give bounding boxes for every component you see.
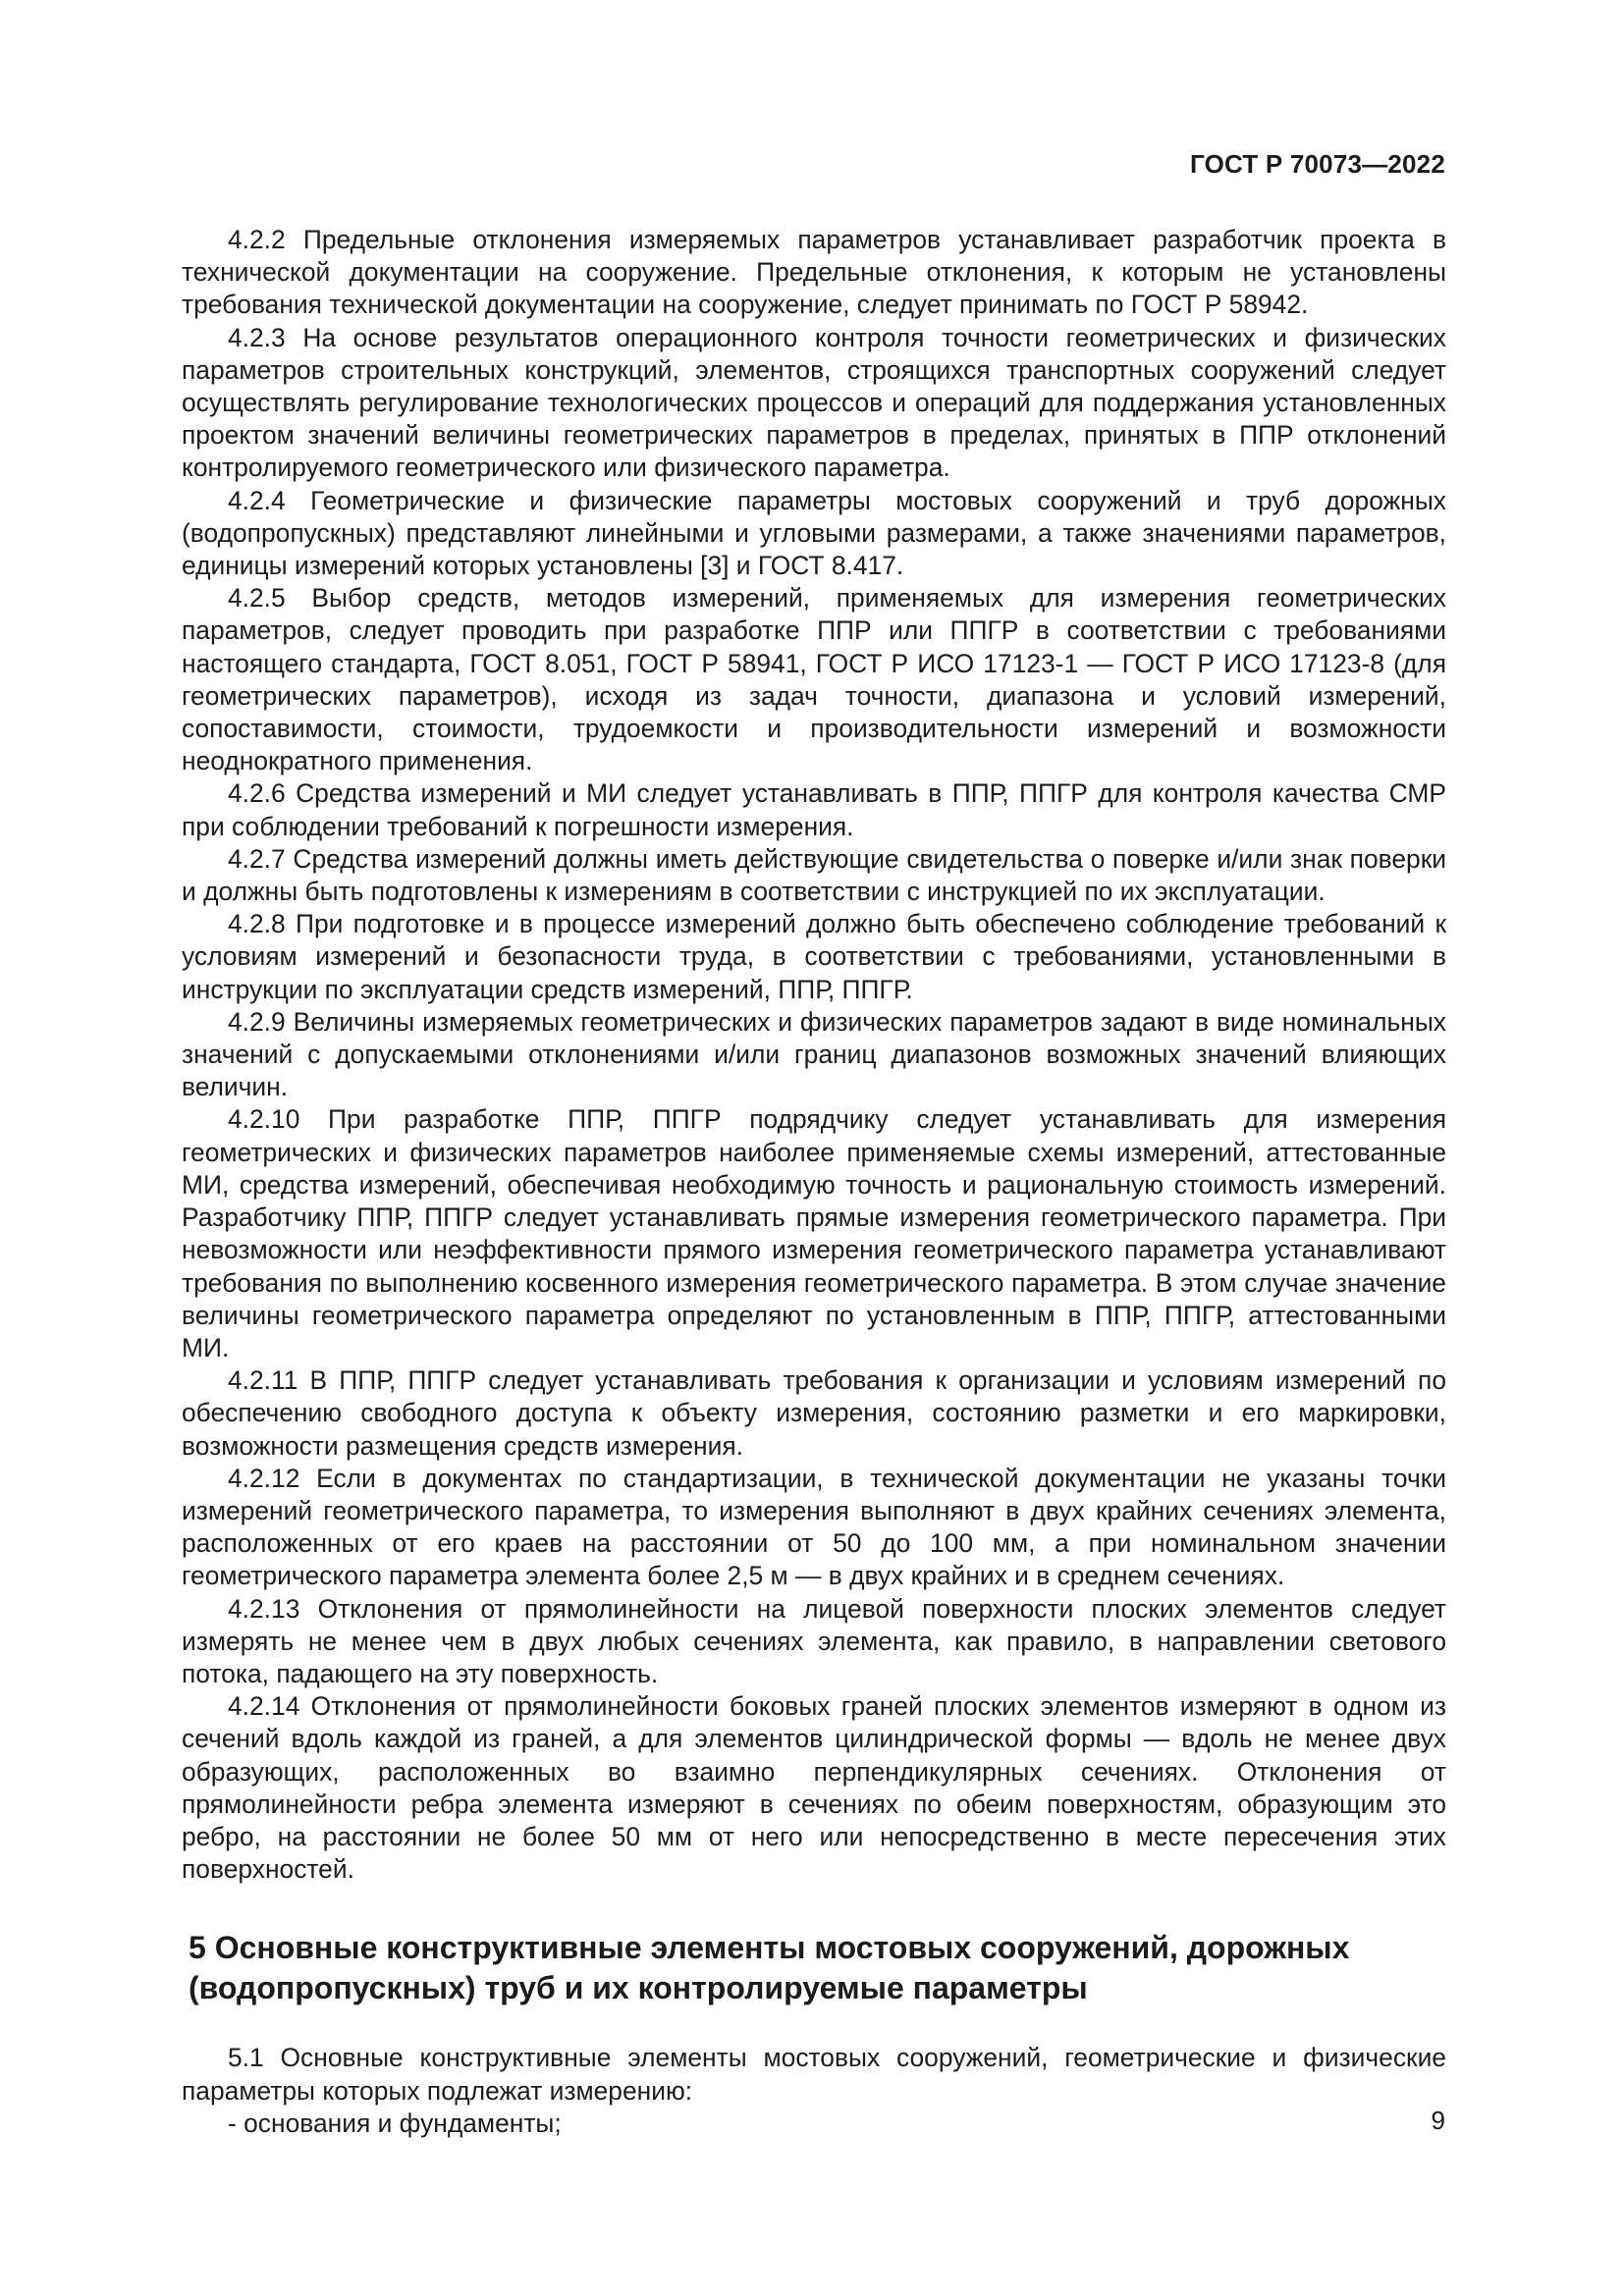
paragraph-4-2-14: 4.2.14 Отклонения от прямолинейности боковых граней плоских элементов измеряют в одном из сечений вдоль каждой из граней, а для элементов цилиндрической формы — вдоль не менее двух образующих, расположенных во взаимно перпендикулярных сечениях. Отклонения от прямолинейности ребра элемента измеряют в сечениях по обеим поверхностям, образующим это ребро, на расстоянии не более 50 мм от него или непосредственно в месте пересечения этих поверхностей.	[182, 1691, 1446, 1885]
paragraph-4-2-7: 4.2.7 Средства измерений должны иметь действующие свидетельства о поверке и/или знак поверки и должны быть подготовлены к измерениям в соответствии с инструкцией по их эксплуатации.	[182, 843, 1446, 907]
paragraph-4-2-13: 4.2.13 Отклонения от прямолинейности на лицевой поверхности плоских элементов следует измерять не менее чем в двух любых сечениях элемента, как правило, в направлении светового потока, падающего на эту поверхность.	[182, 1593, 1446, 1688]
paragraph-5-1: 5.1 Основные конструктивные элементы мостовых сооружений, геометрические и физические параметры которых подлежат измерению:	[182, 2043, 1446, 2106]
page-content	[182, 224, 1446, 2140]
paragraph-4-2-5: 4.2.5 Выбор средств, методов измерений, применяемых для измерения геометрических параметров, следует проводить при разработке ППР или ППГР в соответствии с требованиями настоящего стандарта, ГОСТ 8.051, ГОСТ Р 58941, ГОСТ Р ИСО 17123-1 — ГОСТ Р ИСО 17123-8 (для геометрических параметров), исходя из задач точности, диапазона и условий измерений, сопоставимости, стоимости, трудоемкости и производительности измерений и возможности неоднократного применения.	[182, 583, 1446, 776]
paragraph-4-2-6: 4.2.6 Средства измерений и МИ следует устанавливать в ППР, ППГР для контроля качества СМР при соблюдении требований к погрешности измерения.	[182, 778, 1446, 841]
paragraph-4-2-4: 4.2.4 Геометрические и физические параметры мостовых сооружений и труб дорожных (водопропускных) представляют линейными и угловыми размерами, а также значениями параметров, единицы измерений которых установлены [3] и ГОСТ 8.417.	[182, 485, 1446, 581]
section-5-heading: 5 Основные конструктивные элементы мостовых сооружений, дорожных (водопропускных) труб и их контролируемые параметры	[189, 1930, 1350, 2006]
paragraph-4-2-8: 4.2.8 При подготовке и в процессе измерений должно быть обеспечено соблюдение требований к условиям измерений и безопасности труда, в соответствии с требованиями, установленными в инструкции по эксплуатации средств измерений, ППР, ППГР.	[182, 909, 1446, 1004]
paragraph-4-2-10: 4.2.10 При разработке ППР, ППГР подрядчику следует устанавливать для измерения геометрических и физических параметров наиболее применяемые схемы измерений, аттестованные МИ, средства измерений, обеспечивая необходимую точность и рациональную стоимость измерений. Разработчику ППР, ППГР следует устанавливать прямые измерения геометрического параметра. При невозможности или неэффективности прямого измерения геометрического параметра устанавливают требования по выполнению косвенного измерения геометрического параметра. В этом случае значение величины геометрического параметра определяют по установленным в ППР, ППГР, аттестованными МИ.	[182, 1104, 1446, 1362]
paragraph-4-2-11: 4.2.11 В ППР, ППГР следует устанавливать требования к организации и условиям измерений по обеспечению свободного доступа к объекту измерения, состоянию разметки и его маркировки, возможности размещения средств измерения.	[182, 1365, 1446, 1461]
paragraph-4-2-9: 4.2.9 Величины измеряемых геометрических и физических параметров задают в виде номинальных значений с допускаемыми отклонениями и/или границ диапазонов возможных значений влияющих величин.	[182, 1006, 1446, 1102]
paragraph-4-2-2: 4.2.2 Предельные отклонения измеряемых параметров устанавливает разработчик проекта в технической документации на сооружение. Предельные отклонения, к которым не установлены требования технической документации на сооружение, следует принимать по ГОСТ Р 58942.	[182, 225, 1446, 320]
paragraph-4-2-3: 4.2.3 На основе результатов операционного контроля точности геометрических и физических параметров строительных конструкций, элементов, строящихся транспортных сооружений следует осуществлять регулирование технологических процессов и операций для поддержания установленных проектом значений величины геометрических параметров в пределах, принятых в ППР отклонений контролируемого геометрического или физического параметра.	[182, 322, 1446, 483]
page-number: 9	[1431, 2106, 1445, 2135]
standard-code-header: ГОСТ Р 70073—2022	[1190, 149, 1445, 179]
paragraph-4-2-12: 4.2.12 Если в документах по стандартизации, в технической документации не указаны точки измерений геометрического параметра, то измерения выполняют в двух крайних сечениях элемента, расположенных от его краев на расстоянии от 50 до 100 мм, а при номинальном значении геометрического параметра элемента более 2,5 м — в двух крайних и в среднем сечениях.	[182, 1463, 1446, 1591]
list-item: - основания и фундаменты;	[228, 2108, 562, 2138]
